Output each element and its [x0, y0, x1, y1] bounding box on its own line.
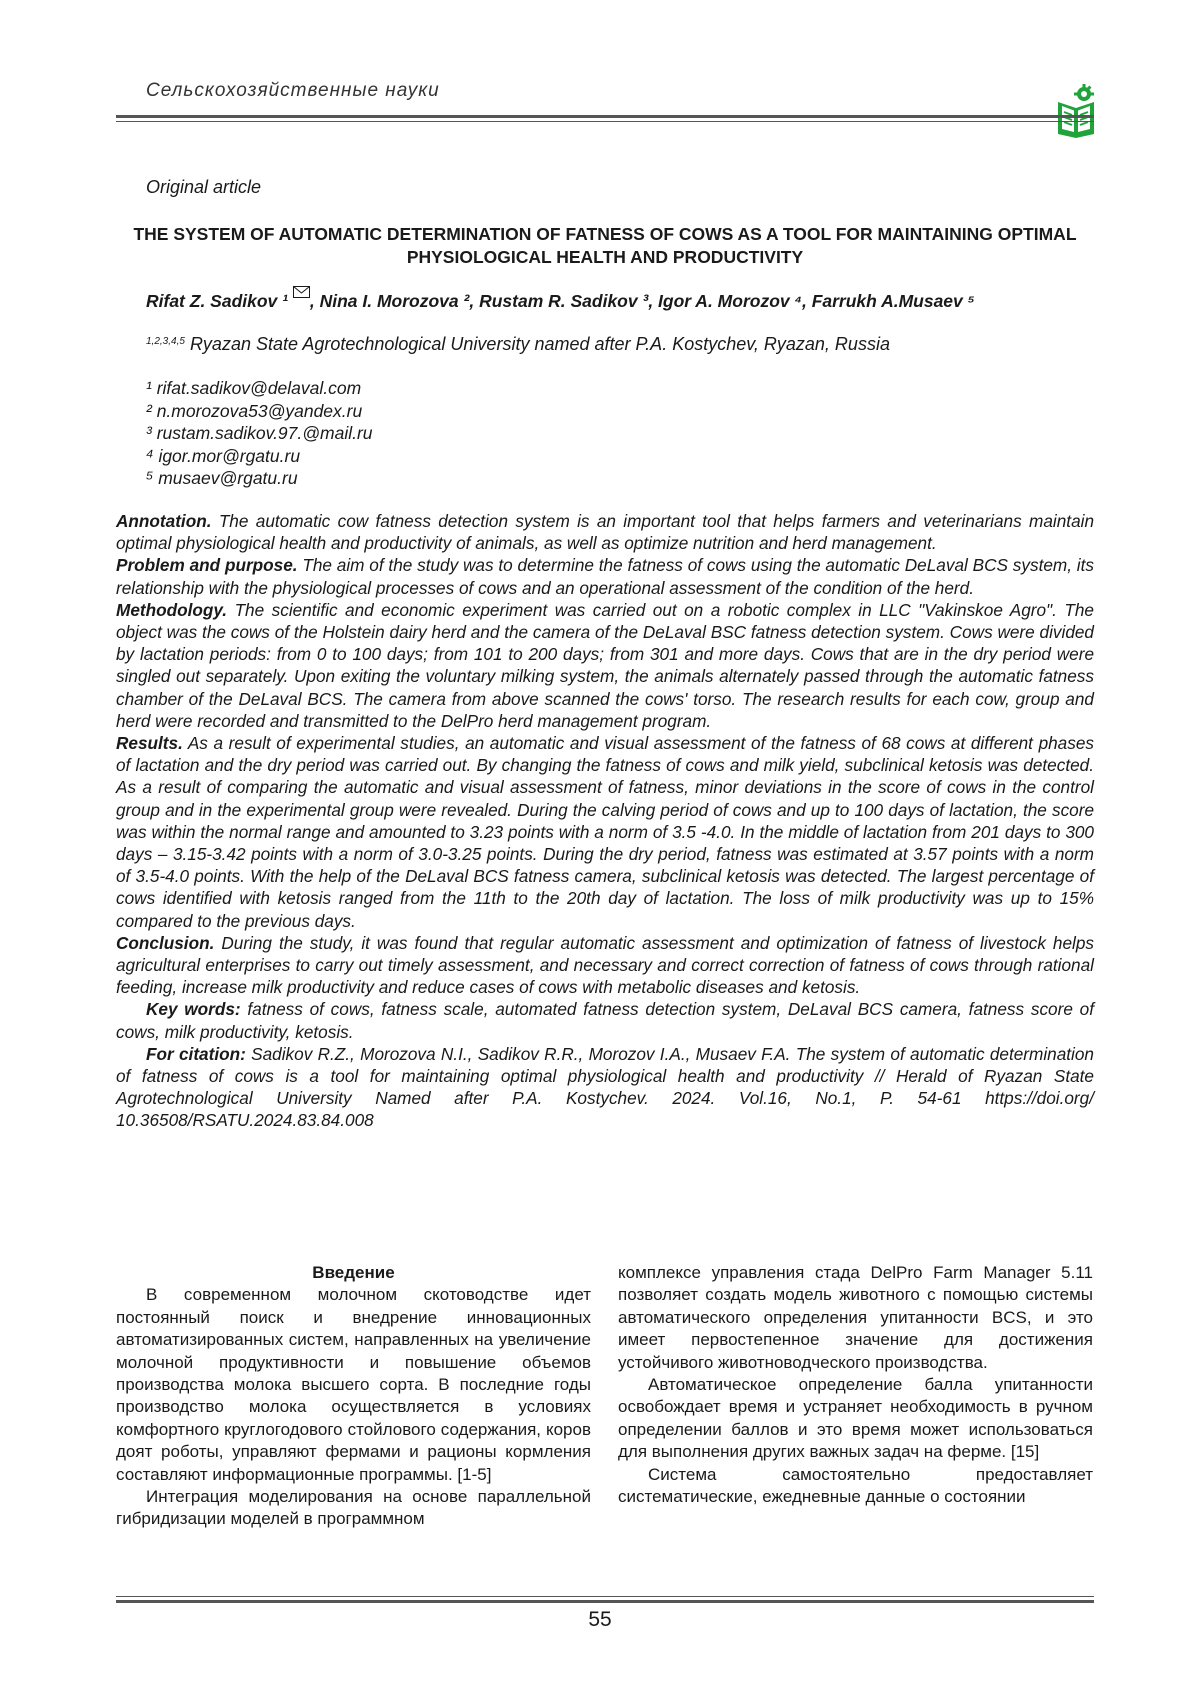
footer-rule-thin	[116, 1596, 1094, 1597]
page-number: 55	[588, 1608, 612, 1631]
body-paragraph: Автоматическое определение балла упитанности освобождает время и устраняет необходимость в ручном определении баллов и это время может использоваться для выполнения других важных задач на ферме. [15]	[618, 1375, 1093, 1462]
conclusion-text: During the study, it was found that regular automatic assessment and optimization of fatness of livestock helps agricultural enterprises to carry out timely assessment, and necessary and correct correction of fatness of cows through rational feeding, increase milk productivity and reduce cases of cows with metabolic diseases and ketosis.	[116, 932, 1095, 998]
author-name: Farrukh A.Musaev	[811, 291, 963, 311]
article-type: Original article	[146, 177, 262, 197]
email-list	[146, 377, 373, 490]
body-paragraph: Система самостоятельно предоставляет систематические, ежедневные данные о состоянии	[618, 1464, 1093, 1507]
body-column-right	[618, 1262, 1093, 1508]
conclusion-label: Conclusion.	[116, 932, 215, 953]
email-item: ³ rustam.sadikov.97.@mail.ru	[146, 423, 373, 443]
affiliation-text: Ryazan State Agrotechnological University named after P.A. Kostychev, Ryazan, Russia	[189, 334, 890, 354]
envelope-icon	[293, 286, 310, 298]
email-item: ⁴ igor.mor@rgatu.ru	[146, 445, 301, 466]
author-sup: ⁴	[794, 291, 802, 311]
email-item: ⁵ musaev@rgatu.ru	[146, 468, 298, 488]
keywords-text: fatness of cows, fatness scale, automated fatness detection system, DeLaval BCS camera, fatness score of cows, milk productivity, ketosis.	[116, 999, 1094, 1042]
methodology-label: Methodology.	[116, 599, 228, 620]
header-rule-thin	[116, 121, 1094, 122]
citation-label: For citation:	[146, 1043, 246, 1064]
results-text: As a result of experimental studies, an automatic and visual assessment of the fatness of 68 cows at different phases of lactation and the dry period was carried out. By changing the fatness of cows and milk yield, subclinical ketosis was detected. As a result of comparing the automatic and visual assessment of fatness, minor deviations in the score of cows in the control group and in the experimental group were revealed. During the calving period of cows and up to 100 days of lactation, the score was within the normal range and amounted to 3.23 points with a norm of 3.5 -4.0. In the middle of lactation from 201 days to 300 days – 3.15-3.42 points with a norm of 3.0-3.25 points. During the dry period, fatness was estimated at 3.57 points with a norm of 3.5-4.0 points. With the help of the DeLaval BCS fatness camera, subclinical ketosis was detected. The largest percentage of cows identified with ketosis ranged from the 11th to the 20th day of lactation. The loss of milk productivity was up to 15% compared to the previous days.	[116, 733, 1094, 931]
email-item: ¹ rifat.sadikov@delaval.com	[146, 378, 362, 398]
abstract	[116, 510, 1094, 1132]
article-title: THE SYSTEM OF AUTOMATIC DETERMINATION OF FATNESS OF COWS AS A TOOL FOR MAINTAINING OPTIMAL PHYSIOLOGICAL HEALTH AND PRODUCTIVITY	[133, 224, 1077, 267]
author-name: Nina I. Morozova	[319, 291, 459, 311]
author-sup: ¹	[282, 291, 288, 311]
author-list: Rifat Z. Sadikov ¹ , Nina I. Morozova ², Rustam R. Sadikov ³, Igor A. Morozov ⁴, Farrukh A.Musaev ⁵	[146, 286, 975, 312]
affiliation	[146, 334, 890, 355]
author-name: Igor A. Morozov	[658, 291, 790, 311]
abstract-problem	[116, 554, 1094, 598]
body-column-left	[116, 1262, 591, 1531]
methodology-text: The scientific and economic experiment was carried out on a robotic complex in LLC "Vakinskoe Agro". The object was the cows of the Holstein dairy herd and the camera of the DeLaval BSC fatness detection system. Cows were divided by lactation periods: from 0 to 100 days; from 101 to 200 days; from 301 and more days. Cows that are in the dry period were singled out separately. Upon exiting the voluntary milking system, the animals alternately passed through the automatic fatness chamber of the DeLaval BCS. The camera from above scanned the cows' torso. The research results for each cow, group and herd were recorded and transmitted to the DelPro herd management program.	[116, 599, 1094, 731]
abstract-keywords	[116, 998, 1094, 1042]
abstract-methodology	[116, 599, 1094, 732]
problem-label: Problem and purpose.	[116, 555, 298, 576]
abstract-citation	[116, 1043, 1094, 1132]
keywords-label: Key words:	[146, 999, 241, 1020]
affiliation-sup: 1,2,3,4,5	[146, 336, 185, 347]
citation-text: Sadikov R.Z., Morozova N.I., Sadikov R.R., Morozov I.A., Musaev F.A. The system of automatic determination of fatness of cows is a tool for maintaining optimal physiological health and productivity // Herald of Ryazan State Agrotechnological University Named after P.A. Kostychev. 2024. Vol.16, No.1, P. 54-61 https://doi.org/ 10.36508/RSATU.2024.83.84.008	[116, 1043, 1094, 1131]
author-sup: ³	[642, 291, 649, 311]
abstract-conclusion	[116, 932, 1094, 999]
author-sup: ²	[463, 291, 470, 311]
body-paragraph: В современном молочном скотоводстве идет постоянный поиск и внедрение инновационных автоматизированных систем, направленных на увеличение молочной продуктивности и повышение объемов производства молока высшего сорта. В последние годы производство молока осуществляется в условиях комфортного круглогодового стойлового содержания, коров доят роботы, управляют фермами и рационы кормления составляют информационные программы. [1-5]	[116, 1285, 591, 1484]
email-item: ² n.morozova53@yandex.ru	[146, 400, 363, 421]
body-paragraph-continued: комплексе управления стада DelPro Farm Manager 5.11 позволяет создать модель животного с помощью системы автоматического определения упитанности BCS, и это имеет первостепенное значение для достижения устойчивого животноводческого производства.	[618, 1263, 1093, 1372]
section-heading-introduction: Введение	[312, 1263, 395, 1282]
body-paragraph: Интеграция моделирования на основе параллельной гибридизации моделей в программном	[116, 1487, 591, 1529]
author-sup: ⁵	[967, 291, 975, 311]
header-rule-thick	[116, 115, 1094, 118]
author-name: Rustam R. Sadikov	[479, 291, 638, 311]
journal-section-title: Сельскохозяйственные науки	[146, 80, 440, 101]
abstract-results	[116, 732, 1094, 932]
annotation-text: The automatic cow fatness detection system is an important tool that helps farmers and veterinarians maintain optimal physiological health and productivity of animals, as well as optimize nutrition and herd management.	[116, 511, 1094, 554]
annotation-label: Annotation.	[116, 511, 212, 531]
results-label: Results.	[116, 733, 183, 754]
footer-rule-thick	[116, 1600, 1094, 1603]
open-book-gear-logo-icon	[1056, 84, 1096, 138]
problem-text: The aim of the study was to determine the fatness of cows using the automatic DeLaval BCS system, its relationship with the physiological processes of cows and an operational assessment of the condition of the herd.	[116, 555, 1094, 598]
abstract-annotation	[116, 510, 1094, 554]
author-name: Rifat Z. Sadikov	[146, 291, 278, 311]
